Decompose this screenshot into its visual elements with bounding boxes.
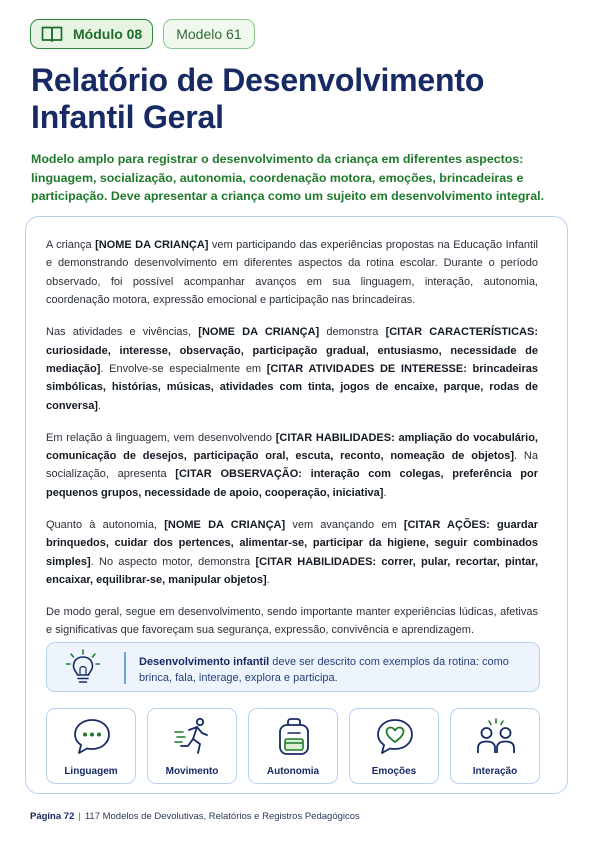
placeholder-field: [CITAR OBSERVAÇÃO: interação com colegas, preferência por pequenos grupos, necessidade de apoio, cooperação, iniciativa]	[46, 468, 538, 499]
placeholder-field: [CITAR CARACTERÍSTICAS: curiosidade, interesse, observação, participação gradual, entusiasmo, necessidade de mediação]	[46, 326, 539, 375]
open-book-icon	[41, 25, 63, 43]
paragraph-4	[46, 516, 538, 590]
book-title: 117 Modelos de Devolutivas, Relatórios e Registros Pedagógicos	[84, 811, 360, 822]
text-run: A criança	[46, 239, 96, 251]
text-run: .	[383, 486, 387, 499]
two-people-icon	[476, 717, 516, 757]
tip-text	[139, 654, 539, 686]
text-run: vem avançando em	[285, 518, 404, 531]
paragraph-1	[46, 236, 538, 310]
placeholder-field: [NOME DA CRIANÇA]	[164, 518, 286, 531]
text-run: . Envolve-se especialmente em	[100, 362, 267, 375]
paragraph-3	[46, 429, 538, 503]
heart-bubble-icon	[375, 717, 415, 757]
text-run: Em relação à linguagem, vem desenvolvendo	[46, 431, 276, 444]
speech-bubble-icon	[72, 717, 112, 757]
text-run: . Na socialização, apresenta	[46, 450, 538, 481]
backpack-icon	[274, 717, 314, 757]
model-label: Modelo 61	[176, 26, 242, 42]
placeholder-field: [CITAR ATIVIDADES DE INTERESSE: brincadeiras simbólicas, histórias, músicas, atividades com tinta, jogos de encaixe, parque, rodas de conversa]	[46, 362, 538, 412]
placeholder-field: [NOME DA CRIANÇA]	[198, 326, 320, 339]
aspect-label: Emoções	[371, 766, 417, 777]
page-footer	[30, 811, 360, 822]
aspect-card-emocoes	[349, 708, 439, 784]
model-tag	[163, 19, 254, 49]
aspect-card-linguagem	[46, 708, 136, 784]
aspect-card-interacao	[450, 708, 540, 784]
lightbulb-icon	[65, 649, 101, 687]
aspect-label: Autonomia	[266, 766, 320, 777]
text-run: demonstra	[319, 326, 386, 339]
placeholder-field: [CITAR AÇÕES: guardar brinquedos, cuidar dos pertences, alimentar-se, participar da higiene, seguir combinados simples]	[46, 518, 538, 568]
page-subtitle: Modelo amplo para registrar o desenvolvimento da criança em diferentes aspectos: linguagem, socialização, autonomia, coordenação motora, emoções, brincadeiras e participação. Deve apresentar a criança como um sujeito em desenvolvimento integral.	[31, 152, 545, 204]
aspect-icons	[46, 708, 540, 784]
tip-box	[46, 642, 540, 692]
aspect-label: Linguagem	[64, 766, 118, 777]
running-person-icon	[173, 717, 213, 757]
text-run: Nas atividades e vivências,	[46, 326, 199, 339]
text-run: .	[97, 399, 102, 412]
text-run: . No aspecto motor, demonstra	[90, 555, 256, 568]
aspect-card-movimento	[147, 708, 237, 784]
placeholder-field: [NOME DA CRIANÇA]	[95, 239, 209, 251]
text-run: vem participando das experiências propostas na Educação Infantil e demonstrando desenvolvimento em diferentes aspectos da rotina escolar. Durante o período observado, foi possível acompanhar avanços em sua linguagem, interação, autonomia, coordenação motora, expressão emocional e participação nas brincadeiras.	[46, 239, 538, 307]
tip-bold: Desenvolvimento infantil	[139, 656, 270, 668]
aspect-label: Movimento	[165, 766, 219, 777]
paragraph-5	[46, 603, 538, 640]
header-tags	[30, 19, 255, 49]
module-label: Módulo 08	[73, 26, 143, 42]
footer-separator: |	[78, 811, 81, 822]
placeholder-field: [CITAR HABILIDADES: ampliação do vocabulário, comunicação de desejos, participação oral, escuta, reconto, nomeação de objetos]	[46, 431, 538, 463]
aspect-label: Interação	[472, 766, 518, 777]
tip-divider	[124, 652, 126, 684]
page-title: Relatório de Desenvolvimento Infantil Geral	[31, 62, 485, 135]
module-tag	[30, 19, 153, 49]
aspect-card-autonomia	[248, 708, 338, 784]
page-number: Página 72	[30, 811, 75, 822]
paragraph-2	[46, 323, 538, 415]
text-run: Quanto à autonomia,	[46, 518, 165, 531]
text-run: De modo geral, segue em desenvolvimento, sendo importante manter experiências lúdicas, afetivas e significativas que favoreçam sua segurança, expressão, convivência e aprendizagem.	[46, 605, 538, 637]
text-run: .	[266, 574, 270, 586]
tip-rest: deve ser descrito com exemplos da rotina: como brinca, fala, interage, explora e participa.	[139, 656, 509, 684]
placeholder-field: [CITAR HABILIDADES: correr, pular, recortar, pintar, encaixar, equilibrar-se, manipular objetos]	[46, 555, 539, 586]
report-body	[46, 236, 538, 653]
